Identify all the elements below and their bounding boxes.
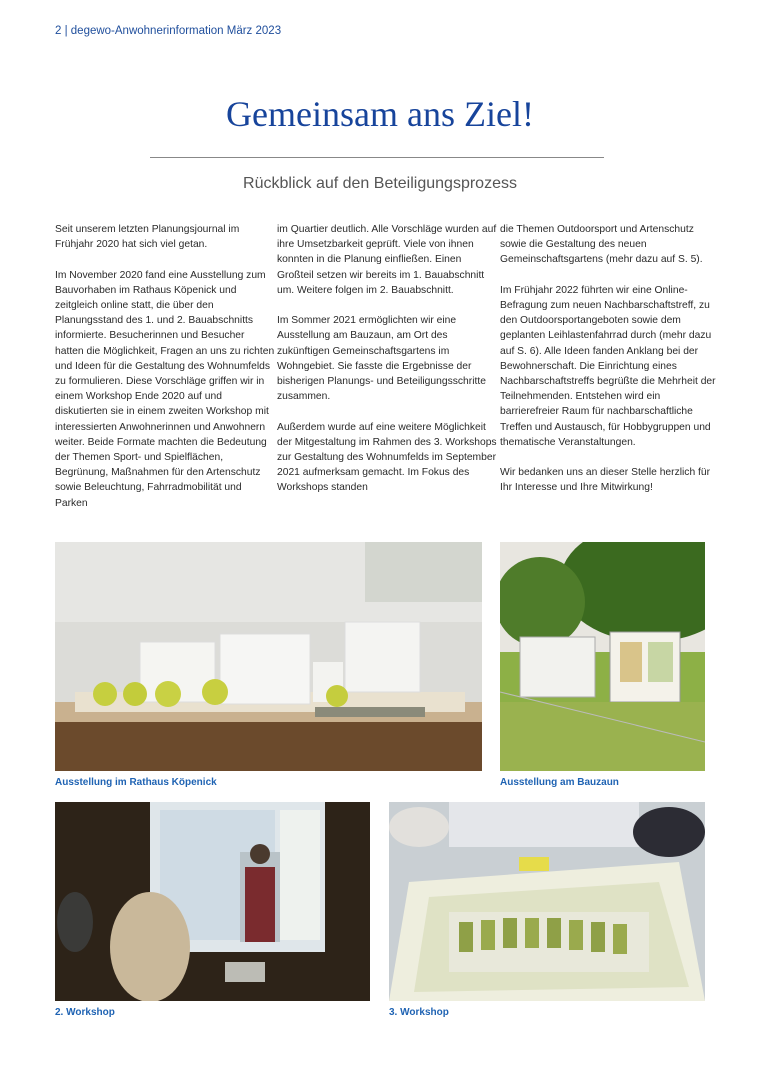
paragraph: im Quartier deutlich. Alle Vorschläge wurden auf ihre Umsetzbarkeit geprüft. Viele von ihnen konnten in die Planung einfließen. Einen Großteil setzen wir bereits im 1. Bauabschnitt um. Weitere folgen im 2. Bauabschnitt. [277,224,497,296]
title-divider [150,157,604,158]
paragraph: Im November 2020 fand eine Ausstellung zum Bauvorhaben im Rathaus Köpenick und zeitgleich online statt, die über den Planungsstand des 1. und 2. Bauabschnitts informierte. Besucherinnen und Besucher hatten die Möglichkeit, Fragen an uns zu richten und Ideen für die Gestaltung des Wohnumfelds zu formulieren. Diese Vorschläge griffen wir in einem Workshop Ende 2020 auf und diskutierten sie in einem zweiten Workshop mit interessierten Anwohnerinnen und Anwohnern weiter. Beide Formate machten die Bedeutung der Themen Sport- und Spielflächen, Begrünung, Maßnahmen für den Artenschutz sowie Beleuchtung, Fahrradmobilität und Parken [55,269,275,509]
paragraph: Wir bedanken uns an dieser Stelle herzlich für Ihr Interesse und Ihre Mitwirkung! [500,467,711,494]
text-column-1 [55,222,275,526]
paragraph: die Themen Outdoorsport und Artenschutz sowie die Gestaltung des neuen Gemeinschaftsgartens (mehr dazu auf S. 5). [500,224,703,266]
paragraph: Außerdem wurde auf eine weitere Möglichkeit der Mitgestaltung im Rahmen des 3. Workshops zur Gestaltung des Wohnumfelds im September 2021 aufmerksam gemacht. Im Fokus des Workshops standen [277,421,497,494]
photo-workshop-3 [389,802,705,1001]
page-title: Gemeinsam ans Ziel! [226,94,534,134]
photo-workshop-2 [55,802,370,1001]
paragraph: Im Frühjahr 2022 führten wir eine Online-Befragung zum neuen Nachbarschaftstreff, zu den Outdoorsportangeboten sowie dem geplanten Leihlastenfahrrad durch (mehr dazu auf S. 6). Alle Ideen fanden Anklang bei der Bewohnerschaft. Die Einrichtung eines Nachbarschaftstreffs begrüßte die Mehrheit der Teilnehmenden. Entstehen wird ein barrierefreier Raum für nachbarschaftliche Treffen und Austausch, für Hobbygruppen und thematische Veranstaltungen. [500,284,716,448]
photo-rathaus-model [55,542,482,771]
photo-bauzaun [500,542,705,771]
text-column-3 [500,222,720,511]
page-header: 2 | degewo-Anwohnerinformation März 2023 [55,25,282,37]
caption-bauzaun: Ausstellung am Bauzaun [500,777,619,788]
paragraph: Im Sommer 2021 ermöglichten wir eine Ausstellung am Bauzaun, am Ort des zukünftigen Gemeinschaftsgartens im Wohngebiet. Sie fasste die Ergebnisse der bisherigen Planungs- und Beteiligungsschritte zusammen. [277,315,486,403]
caption-workshop-3: 3. Workshop [389,1007,449,1018]
caption-rathaus: Ausstellung im Rathaus Köpenick [55,777,217,788]
text-column-2 [277,222,497,511]
caption-workshop-2: 2. Workshop [55,1007,115,1018]
page-subtitle: Rückblick auf den Beteiligungsprozess [243,175,517,192]
paragraph: Seit unserem letzten Planungsjournal im Frühjahr 2020 hat sich viel getan. [55,224,240,251]
